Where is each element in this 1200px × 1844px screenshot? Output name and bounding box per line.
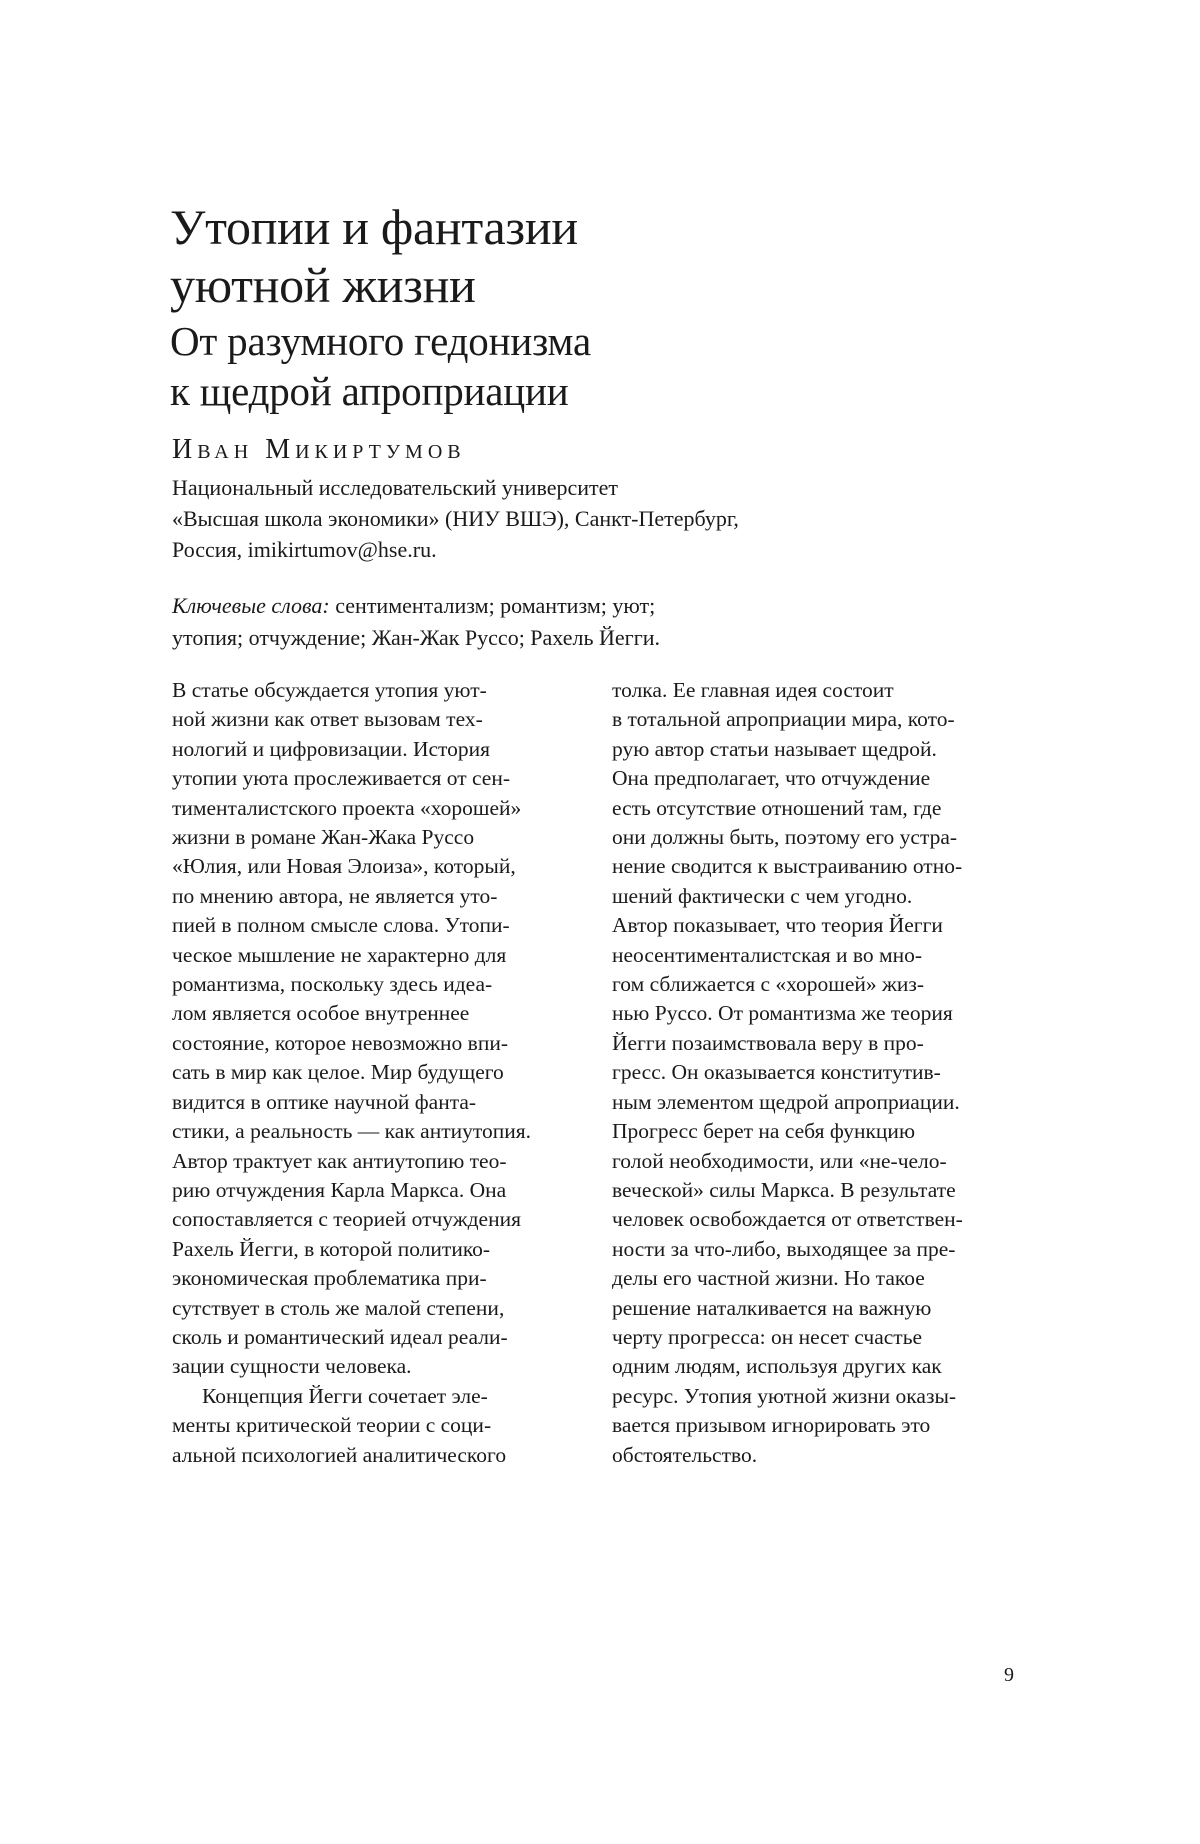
abstract-line: сать в мир как целое. Мир будущего — [172, 1060, 504, 1085]
abstract-line: состояние, которое невозможно впи- — [172, 1030, 509, 1055]
abstract-line: Рахель Йегги, в которой политико- — [172, 1236, 491, 1261]
abstract-line: делы его частной жизни. Но такое — [612, 1266, 925, 1291]
title-block — [170, 198, 930, 416]
keywords-line-2: утопия; отчуждение; Жан-Жак Руссо; Рахель Йегги. — [172, 625, 661, 650]
abstract-line: тименталистского проекта «хорошей» — [172, 795, 522, 820]
abstract-line: альной психологией аналитического — [172, 1442, 507, 1467]
abstract-line: менты критической теории с соци- — [172, 1413, 492, 1438]
page-number: 9 — [1004, 1664, 1014, 1686]
abstract-line: веческой» силы Маркса. В результате — [612, 1177, 956, 1202]
article-title — [170, 198, 930, 314]
keywords-label: Ключевые слова: — [172, 593, 330, 618]
subtitle-line: От разумного гедонизма — [170, 318, 591, 364]
abstract-line: ресурс. Утопия уютной жизни оказы- — [612, 1383, 957, 1408]
abstract-line: Йегги позаимствовала веру в про- — [612, 1030, 924, 1055]
abstract-line: есть отсутствие отношений там, где — [612, 795, 942, 820]
abstract-line: по мнению автора, не является уто- — [172, 883, 498, 908]
affiliation-line: «Высшая школа экономики» (НИУ ВШЭ), Санкт-Петербург, — [172, 506, 739, 531]
abstract-line: Она предполагает, что отчуждение — [612, 766, 931, 791]
abstract-line: гресс. Он оказывается конститутив- — [612, 1060, 941, 1085]
abstract-line: лом является особое внутреннее — [172, 1001, 470, 1026]
abstract-line: рию отчуждения Карла Маркса. Она — [172, 1177, 507, 1202]
author-affiliation — [172, 472, 832, 565]
subtitle-line: к щедрой апроприации — [170, 368, 569, 414]
affiliation-line: Национальный исследовательский университет — [172, 475, 619, 500]
abstract-line: гом сближается с «хорошей» жиз- — [612, 972, 925, 997]
keywords-text: сентиментализм; романтизм; уют; — [335, 593, 656, 618]
abstract-line: сколь и романтический идеал реали- — [172, 1324, 508, 1349]
abstract-column-left — [172, 676, 602, 1470]
abstract-line: «Юлия, или Новая Элоиза», который, — [172, 854, 516, 879]
abstract-line: романтизма, поскольку здесь идеа- — [172, 972, 493, 997]
abstract-line: сопоставляется с теорией отчуждения — [172, 1207, 521, 1232]
abstract-line: обстоятельство. — [612, 1442, 758, 1467]
abstract-line: неосентименталистская и во мно- — [612, 942, 923, 967]
abstract-column-right — [612, 676, 1042, 1470]
abstract-line: шений фактически с чем угодно. — [612, 883, 913, 908]
abstract-line: человек освобождается от ответствен- — [612, 1207, 963, 1232]
title-line: Утопии и фантазии — [170, 199, 578, 255]
abstract-line: сутствует в столь же малой степени, — [172, 1295, 505, 1320]
abstract-line: пией в полном смысле слова. Утопи- — [172, 913, 510, 938]
abstract-line: жизни в романе Жан-Жака Руссо — [172, 825, 475, 850]
abstract-line: голой необходимости, или «не-чело- — [612, 1148, 947, 1173]
abstract-line: ным элементом щедрой апроприации. — [612, 1089, 960, 1114]
abstract-line: экономическая проблематика при- — [172, 1266, 487, 1291]
abstract-line: решение наталкивается на важную — [612, 1295, 932, 1320]
abstract-line: одним людям, используя других как — [612, 1354, 942, 1379]
abstract-line: видится в оптике научной фанта- — [172, 1089, 477, 1114]
abstract-line: вается призывом игнорировать это — [612, 1413, 931, 1438]
abstract-line: зации сущности человека. — [172, 1354, 412, 1379]
title-line: уютной жизни — [170, 257, 476, 313]
abstract-line: рую автор статьи называет щедрой. — [612, 736, 937, 761]
abstract-line: утопии уюта прослеживается от сен- — [172, 766, 510, 791]
author-name: Иван Микиртумов — [172, 434, 466, 465]
keywords — [172, 590, 892, 654]
affiliation-line: Россия, imikirtumov@hse.ru. — [172, 537, 437, 562]
keywords-line-1 — [172, 590, 892, 622]
abstract-line: нью Руссо. От романтизма же теория — [612, 1001, 953, 1026]
abstract-line: черту прогресса: он несет счастье — [612, 1324, 923, 1349]
article-subtitle — [170, 316, 930, 416]
abstract-line: Автор трактует как антиутопию тео- — [172, 1148, 507, 1173]
abstract-line: ческое мышление не характерно для — [172, 942, 507, 967]
abstract-line: они должны быть, поэтому его устра- — [612, 825, 958, 850]
abstract-line: ности за что-либо, выходящее за пре- — [612, 1236, 956, 1261]
abstract-line: нение сводится к выстраиванию отно- — [612, 854, 963, 879]
abstract-line: в тотальной апроприации мира, кото- — [612, 707, 955, 732]
abstract-line: Концепция Йегги сочетает эле- — [202, 1383, 488, 1408]
abstract-line: ной жизни как ответ вызовам тех- — [172, 707, 483, 732]
abstract-line: стики, а реальность — как антиутопия. — [172, 1119, 531, 1144]
abstract-line: нологий и цифровизации. История — [172, 736, 491, 761]
abstract-line: В статье обсуждается утопия уют- — [172, 678, 487, 702]
abstract-line: толка. Ее главная идея состоит — [612, 678, 894, 702]
abstract-line: Автор показывает, что теория Йегги — [612, 913, 943, 938]
abstract-line: Прогресс берет на себя функцию — [612, 1119, 916, 1144]
